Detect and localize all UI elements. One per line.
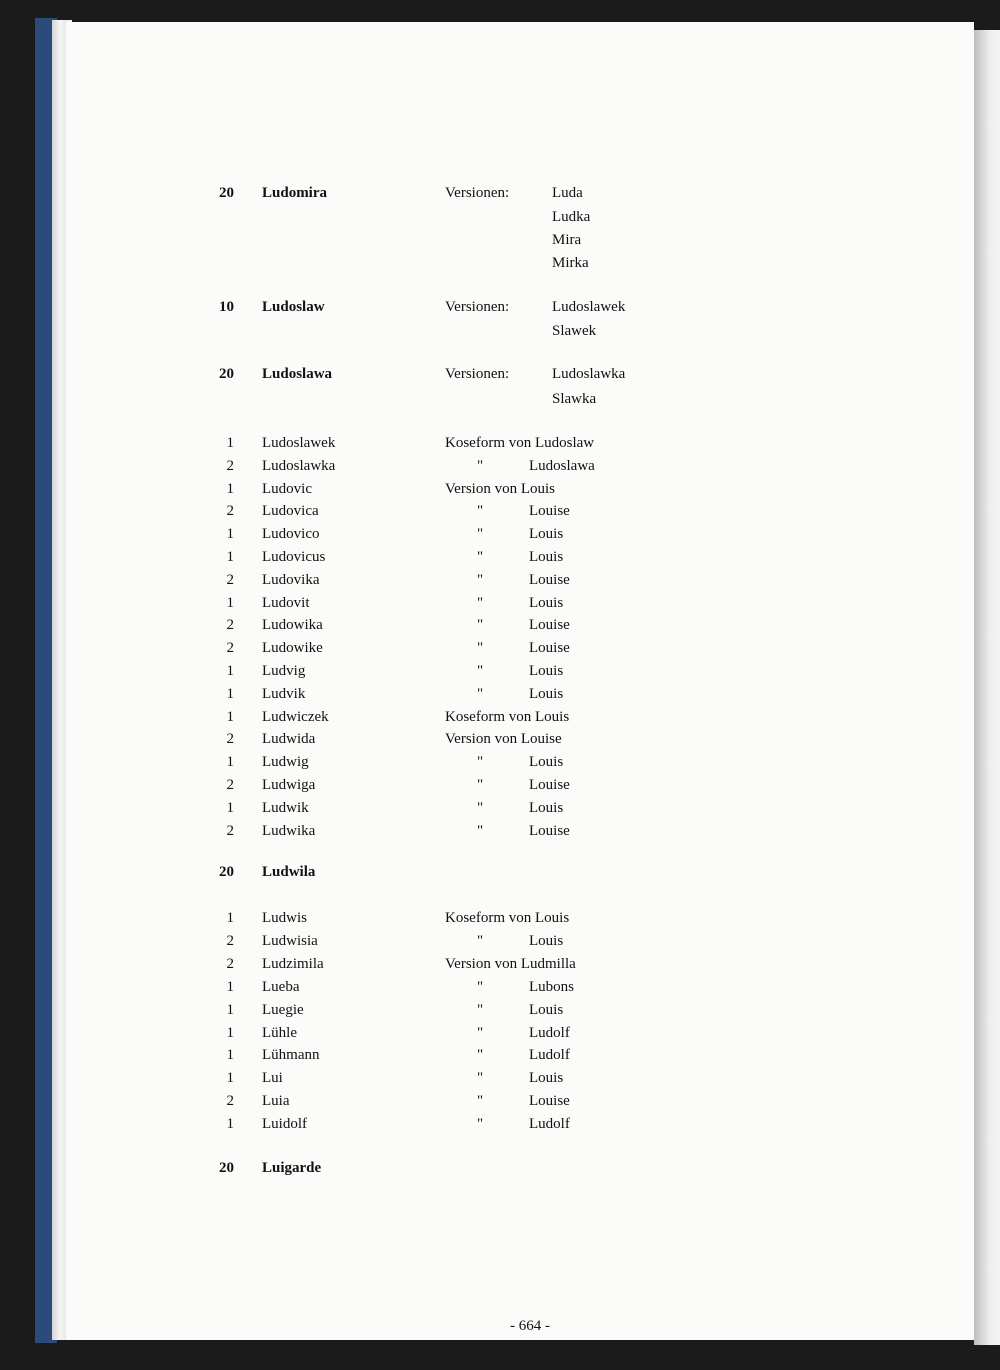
entry-reference: Ludolf bbox=[529, 1024, 570, 1041]
dictionary-entry bbox=[0, 729, 1000, 751]
gender-code: 1 bbox=[226, 594, 234, 611]
entry-reference: Louis bbox=[529, 594, 564, 611]
entry-name: Ludzimila bbox=[262, 955, 324, 972]
entry-description: Koseform von Louis bbox=[445, 910, 570, 926]
version-name: Ludoslawka bbox=[552, 366, 626, 382]
dictionary-entry bbox=[0, 821, 1000, 843]
gender-code: 2 bbox=[226, 617, 234, 634]
entry-description: Koseform von Ludoslaw bbox=[445, 435, 595, 451]
entry-name: Ludwiczek bbox=[262, 708, 329, 725]
gender-code: 1 bbox=[226, 1047, 234, 1064]
entry-reference: Ludolf bbox=[529, 1047, 570, 1064]
gender-code: 1 bbox=[226, 549, 234, 565]
gender-code: 1 bbox=[226, 1070, 234, 1087]
dictionary-entry bbox=[0, 593, 1000, 615]
ditto-mark: " bbox=[477, 640, 484, 657]
dictionary-entry bbox=[0, 638, 1000, 660]
entry-name: Ludwida bbox=[262, 731, 316, 748]
dictionary-entry bbox=[0, 1023, 1000, 1045]
entry-reference: Louise bbox=[529, 822, 570, 839]
dictionary-entry bbox=[0, 501, 1000, 523]
entry-reference: Louis bbox=[529, 663, 564, 679]
entry-reference: Ludoslawa bbox=[529, 457, 595, 474]
dictionary-entry bbox=[0, 547, 1000, 569]
entry-reference: Louise bbox=[529, 503, 570, 520]
gender-code: 1 bbox=[226, 480, 234, 497]
dictionary-entry bbox=[0, 570, 1000, 592]
entry-reference: Louis bbox=[529, 754, 564, 771]
entry-name: Ludwisia bbox=[262, 932, 318, 949]
entry-name: Ludwila bbox=[262, 864, 316, 880]
gender-code: 2 bbox=[226, 571, 234, 588]
ditto-mark: " bbox=[477, 571, 484, 588]
entry-name: Luigarde bbox=[262, 1160, 322, 1176]
gender-code: 20 bbox=[219, 1160, 234, 1176]
entry-name: Ludowika bbox=[262, 617, 323, 634]
dictionary-entry bbox=[0, 1045, 1000, 1067]
entry-description: Koseform von Louis bbox=[445, 708, 570, 725]
gender-code: 2 bbox=[226, 932, 234, 949]
gender-code: 20 bbox=[219, 864, 234, 880]
gender-code: 1 bbox=[226, 1001, 234, 1018]
entry-reference: Louise bbox=[529, 617, 570, 634]
entry-reference: Louis bbox=[529, 1070, 564, 1087]
ditto-mark: " bbox=[477, 457, 484, 474]
gender-code: 2 bbox=[226, 777, 234, 793]
ditto-mark: " bbox=[477, 1093, 484, 1110]
dictionary-entry bbox=[0, 977, 1000, 999]
versions-label: Versionen: bbox=[445, 185, 510, 201]
ditto-mark: " bbox=[477, 754, 484, 771]
dictionary-entry bbox=[0, 908, 1000, 930]
dictionary-entry bbox=[0, 684, 1000, 706]
ditto-mark: " bbox=[477, 978, 484, 995]
ditto-mark: " bbox=[477, 1047, 484, 1064]
ditto-mark: " bbox=[477, 685, 484, 702]
dictionary-entry bbox=[0, 862, 1000, 884]
entry-name: Lueba bbox=[262, 978, 300, 995]
gender-code: 1 bbox=[226, 754, 234, 771]
gender-code: 1 bbox=[226, 663, 234, 679]
gender-code: 2 bbox=[226, 731, 234, 748]
dictionary-entry bbox=[0, 1068, 1000, 1090]
dictionary-entry bbox=[0, 1000, 1000, 1022]
dictionary-entry bbox=[0, 524, 1000, 546]
gender-code: 1 bbox=[226, 799, 234, 816]
entry-reference: Louis bbox=[529, 685, 564, 702]
gender-code: 20 bbox=[219, 366, 234, 382]
entry-description: Version von Ludmilla bbox=[445, 955, 576, 972]
entry-name: Ludoslawek bbox=[262, 435, 336, 451]
entry-reference: Louis bbox=[529, 932, 564, 949]
gender-code: 1 bbox=[226, 708, 234, 725]
dictionary-entry bbox=[0, 1114, 1000, 1136]
gender-code: 10 bbox=[219, 299, 234, 315]
entry-name: Ludvik bbox=[262, 685, 306, 702]
gender-code: 1 bbox=[226, 526, 234, 543]
gender-code: 2 bbox=[226, 457, 234, 474]
dictionary-entry bbox=[0, 479, 1000, 501]
dictionary-entry bbox=[0, 798, 1000, 820]
gender-code: 1 bbox=[226, 910, 234, 926]
dictionary-entry bbox=[0, 297, 1000, 319]
dictionary-entry bbox=[0, 615, 1000, 637]
entry-name: Ludovit bbox=[262, 594, 310, 611]
page-number: - 664 - bbox=[510, 1318, 550, 1334]
version-name: Mira bbox=[552, 232, 582, 248]
entry-reference: Louise bbox=[529, 1093, 570, 1110]
ditto-mark: " bbox=[477, 503, 484, 520]
entry-reference: Louis bbox=[529, 1001, 564, 1018]
dictionary-entry bbox=[0, 931, 1000, 953]
version-name: Ludka bbox=[552, 209, 591, 225]
versions-label: Versionen: bbox=[445, 366, 510, 382]
dictionary-entry bbox=[0, 752, 1000, 774]
gender-code: 1 bbox=[226, 435, 234, 451]
gender-code: 2 bbox=[226, 1093, 234, 1110]
dictionary-entry bbox=[0, 661, 1000, 683]
ditto-mark: " bbox=[477, 1024, 484, 1041]
ditto-mark: " bbox=[477, 1116, 484, 1133]
entry-reference: Louise bbox=[529, 571, 570, 588]
entry-description: Version von Louis bbox=[445, 480, 555, 497]
gender-code: 2 bbox=[226, 822, 234, 839]
entry-reference: Louis bbox=[529, 526, 564, 543]
entry-name: Ludwik bbox=[262, 799, 309, 816]
entry-name: Lühle bbox=[262, 1024, 297, 1041]
entry-name: Lühmann bbox=[262, 1047, 320, 1064]
ditto-mark: " bbox=[477, 932, 484, 949]
version-name: Mirka bbox=[552, 255, 589, 271]
entry-name: Ludovicus bbox=[262, 549, 326, 565]
entry-reference: Louis bbox=[529, 799, 564, 816]
version-name: Slawka bbox=[552, 391, 597, 407]
entry-reference: Lubons bbox=[529, 978, 574, 995]
dictionary-entry bbox=[0, 456, 1000, 478]
entry-name: Ludoslawka bbox=[262, 457, 336, 474]
entry-reference: Louise bbox=[529, 777, 570, 793]
entry-name: Lui bbox=[262, 1070, 283, 1087]
entry-name: Ludvig bbox=[262, 663, 306, 679]
entry-name: Ludomira bbox=[262, 185, 328, 201]
gender-code: 1 bbox=[226, 1116, 234, 1133]
entry-name: Ludovica bbox=[262, 503, 319, 520]
dictionary-entry bbox=[0, 1091, 1000, 1113]
gender-code: 2 bbox=[226, 955, 234, 972]
entry-name: Ludoslawa bbox=[262, 366, 333, 382]
entry-name: Ludwis bbox=[262, 910, 307, 926]
ditto-mark: " bbox=[477, 822, 484, 839]
entry-name: Luia bbox=[262, 1093, 290, 1110]
dictionary-entry bbox=[0, 433, 1000, 455]
ditto-mark: " bbox=[477, 1001, 484, 1018]
gender-code: 2 bbox=[226, 503, 234, 520]
ditto-mark: " bbox=[477, 799, 484, 816]
dictionary-entry bbox=[0, 183, 1000, 205]
ditto-mark: " bbox=[477, 663, 484, 679]
ditto-mark: " bbox=[477, 549, 484, 565]
gender-code: 1 bbox=[226, 685, 234, 702]
entry-reference: Louis bbox=[529, 549, 564, 565]
ditto-mark: " bbox=[477, 617, 484, 634]
dictionary-entry bbox=[0, 775, 1000, 797]
dictionary-entry bbox=[0, 1158, 1000, 1180]
versions-label: Versionen: bbox=[445, 299, 510, 315]
dictionary-entry bbox=[0, 364, 1000, 386]
gender-code: 1 bbox=[226, 1024, 234, 1041]
entry-name: Ludovico bbox=[262, 526, 320, 543]
ditto-mark: " bbox=[477, 777, 484, 793]
ditto-mark: " bbox=[477, 1070, 484, 1087]
entry-name: Luidolf bbox=[262, 1116, 307, 1133]
entry-name: Ludwiga bbox=[262, 777, 316, 793]
entry-name: Luegie bbox=[262, 1001, 304, 1018]
entry-reference: Louise bbox=[529, 640, 570, 657]
dictionary-entry bbox=[0, 954, 1000, 976]
entry-name: Ludowike bbox=[262, 640, 323, 657]
ditto-mark: " bbox=[477, 526, 484, 543]
gender-code: 2 bbox=[226, 640, 234, 657]
version-name: Ludoslawek bbox=[552, 299, 626, 315]
gender-code: 20 bbox=[219, 185, 234, 201]
entry-description: Version von Louise bbox=[445, 731, 562, 748]
entry-name: Ludwig bbox=[262, 754, 309, 771]
entry-name: Ludwika bbox=[262, 822, 316, 839]
dictionary-entry bbox=[0, 707, 1000, 729]
entry-name: Ludoslaw bbox=[262, 299, 325, 315]
entry-reference: Ludolf bbox=[529, 1116, 570, 1133]
entry-name: Ludovic bbox=[262, 480, 312, 497]
entry-name: Ludovika bbox=[262, 571, 320, 588]
version-name: Luda bbox=[552, 185, 583, 201]
ditto-mark: " bbox=[477, 594, 484, 611]
version-name: Slawek bbox=[552, 323, 597, 339]
gender-code: 1 bbox=[226, 978, 234, 995]
